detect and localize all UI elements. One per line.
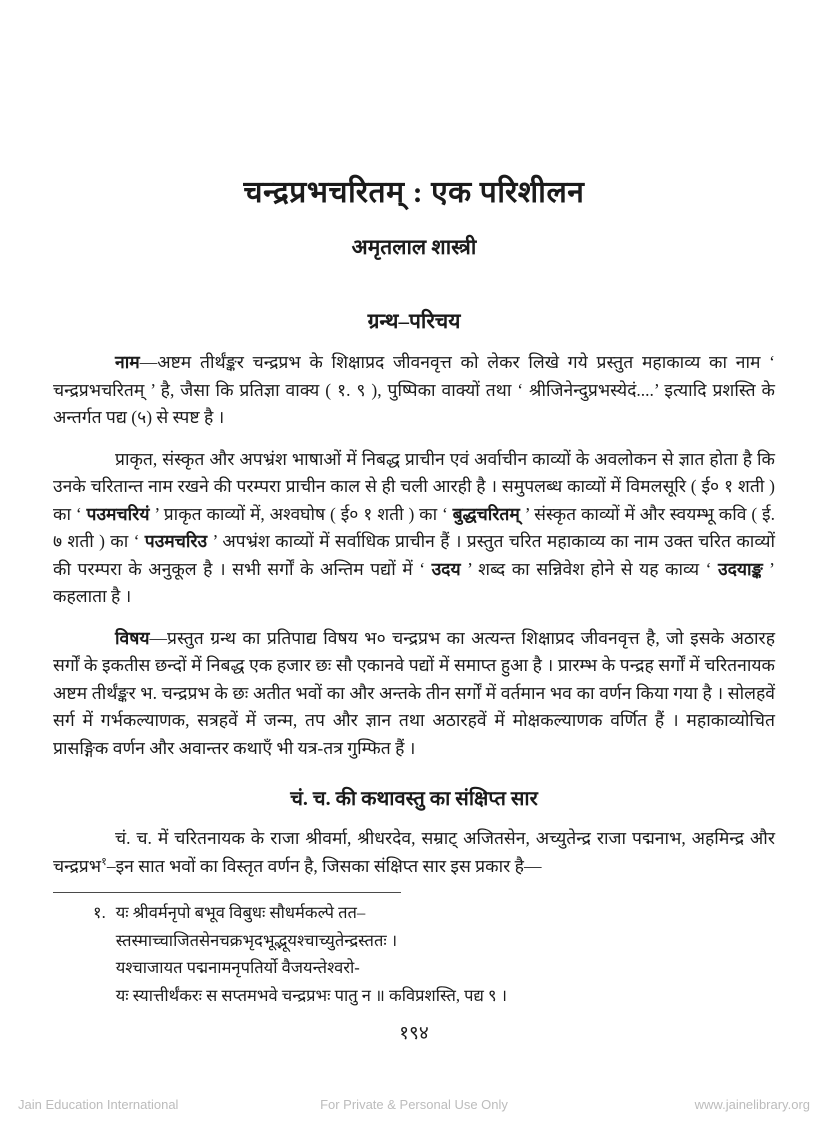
paragraph-text: —अष्टम तीर्थंङ्कर चन्द्रप्रभ के शिक्षाप्रद जीवनवृत्त को लेकर लिखे गये प्रस्तुत महाकाव्य का नाम ‘ चन्द्रप्रभचरितम् ’ है, जैसा कि प्रतिज्ञा वाक्य ( १. ९ ), पुष्पिका वाक्यों तथा ‘ श्रीजिनेन्दुप्रभस्येदं....’ इत्यादि प्रशस्ति के अन्तर्गत पद्य (५) से स्पष्ट है । — [53, 352, 775, 427]
paragraph-lead-vishay: विषय — [115, 627, 150, 648]
footnote-marker: १. — [93, 903, 106, 922]
keyword-udaya: उदय — [431, 558, 461, 579]
footnote — [0, 899, 828, 1009]
paragraph-text: –इन सात भवों का विस्तृत वर्णन है, जिसका संक्षिप्त सार इस प्रकार है— — [106, 855, 542, 876]
footnote-verse — [116, 899, 775, 1009]
footnote-line: यः स्यात्तीर्थंकरः स सप्तमभवे चन्द्रप्रभः पातु न ॥ कविप्रशस्ति, पद्य ९ । — [115, 985, 507, 1005]
paragraph-tradition — [53, 446, 775, 611]
paragraph-text: ’ प्राकृत काव्यों में, अश्वघोष ( ई० १ शती ) का ‘ — [149, 503, 453, 524]
author-name: अमृतलाल शास्त्री — [351, 235, 477, 259]
work-title-paumachariyam: पउमचरियं — [86, 503, 150, 524]
footer-publisher: Jain Education International — [18, 1097, 179, 1112]
paragraph-text: प्राकृत, संस्कृत और अपभ्रंश भाषाओं में निबद्ध प्राचीन एवं अर्वाचीन काव्यों के अवलोकन से ज्ञात होता है कि उनके चरितान्त नाम रखने की परम्परा प्राचीन काल से ही चली आरही है । समुपलब्ध काव्यों में विमलसूरि ( ई० १ शती ) का ‘ — [53, 448, 775, 524]
footnote-line: स्तस्माच्चाजितसेनचक्रभृदभूद्भूयश्चाच्युतेन्द्रस्ततः । — [115, 930, 398, 950]
keyword-udayanka: उदयाङ्क — [718, 558, 763, 579]
section-heading-kathavastu-saar: चं. च. की कथावस्तु का संक्षिप्त सार — [290, 788, 538, 810]
paragraph-text: चं. च. में चरितनायक के राजा श्रीवर्मा, श्रीधरदेव, सम्राट् अजितसेन, अच्युतेन्द्र राजा पद्मनाभ, अहमिन्द्र और चन्द्रप्रभ — [53, 828, 775, 876]
paragraph-vishay — [53, 625, 775, 763]
page-title: चन्द्रप्रभचरितम् : एक परिशीलन — [243, 176, 585, 209]
paragraph-text: ’ अपभ्रंश काव्यों में सर्वाधिक प्राचीन हैं । प्रस्तुत चरित महाकाव्य का नाम उक्त चरित काव्यों की परम्परा के अनुकूल है । सभी सर्गों के अन्तिम पद्यों में ‘ — [53, 531, 775, 579]
work-title-buddhacharitam: बुद्धचरितम् — [452, 503, 520, 524]
footer-usage-note: For Private & Personal Use Only — [320, 1097, 508, 1112]
footnote-line: यः श्रीवर्मनृपो बभूव विबुधः सौधर्मकल्पे तत– — [115, 903, 366, 922]
article-body — [0, 307, 828, 880]
footnote-separator — [53, 892, 401, 893]
paragraph-text: ’ संस्कृत काव्यों में और स्वयम्भू कवि ( ई. ७ शती ) का ‘ — [53, 503, 776, 551]
section-heading-granth-parichay: ग्रन्थ–परिचय — [367, 309, 461, 333]
footnote-line: यश्चाजायत पद्मनामनृपतिर्यो वैजयन्तेश्वरो- — [115, 958, 360, 977]
footnote-reference: १ — [101, 855, 107, 868]
work-title-paumachariu: पउमचरिउ — [144, 531, 208, 551]
footer-website: www.jainelibrary.org — [694, 1097, 810, 1112]
paragraph-naam — [53, 349, 775, 432]
page-number: १९४ — [399, 1023, 429, 1044]
paragraph-text: ’ कहलाता है । — [53, 558, 775, 606]
paragraph-text: —प्रस्तुत ग्रन्थ का प्रतिपाद्य विषय भ० चन्द्रप्रभ का अत्यन्त शिक्षाप्रद जीवनवृत्त है, जो इसके अठारह सर्गों के इकतीस छन्दों में निबद्ध एक हजार छः सौ एकानवे पद्यों में समाप्त हुआ है । प्रारम्भ के पन्द्रह सर्गों में चरितनायक अष्टम तीर्थंङ्कर भ. चन्द्रप्रभ के छः अतीत भवों का और अन्तके तीन सर्गों में वर्तमान भव का वर्णन किया गया है । सोलहवें सर्ग में गर्भकल्याणक, सत्रहवें में जन्म, तप और ज्ञान तथा अठारहवें में मोक्षकल्याणक वर्णित हैं । महाकाव्योचित प्रासङ्गिक वर्णन और अवान्तर कथाएँ भी यत्र-तत्र गुम्फित हैं । — [53, 627, 776, 758]
paragraph-text: ’ शब्द का सन्निवेश होने से यह काव्य ‘ — [460, 558, 718, 579]
paragraph-lead-naam: नाम — [115, 352, 140, 372]
paragraph-seven-bhavas — [53, 825, 775, 880]
page-footer — [0, 1097, 828, 1112]
